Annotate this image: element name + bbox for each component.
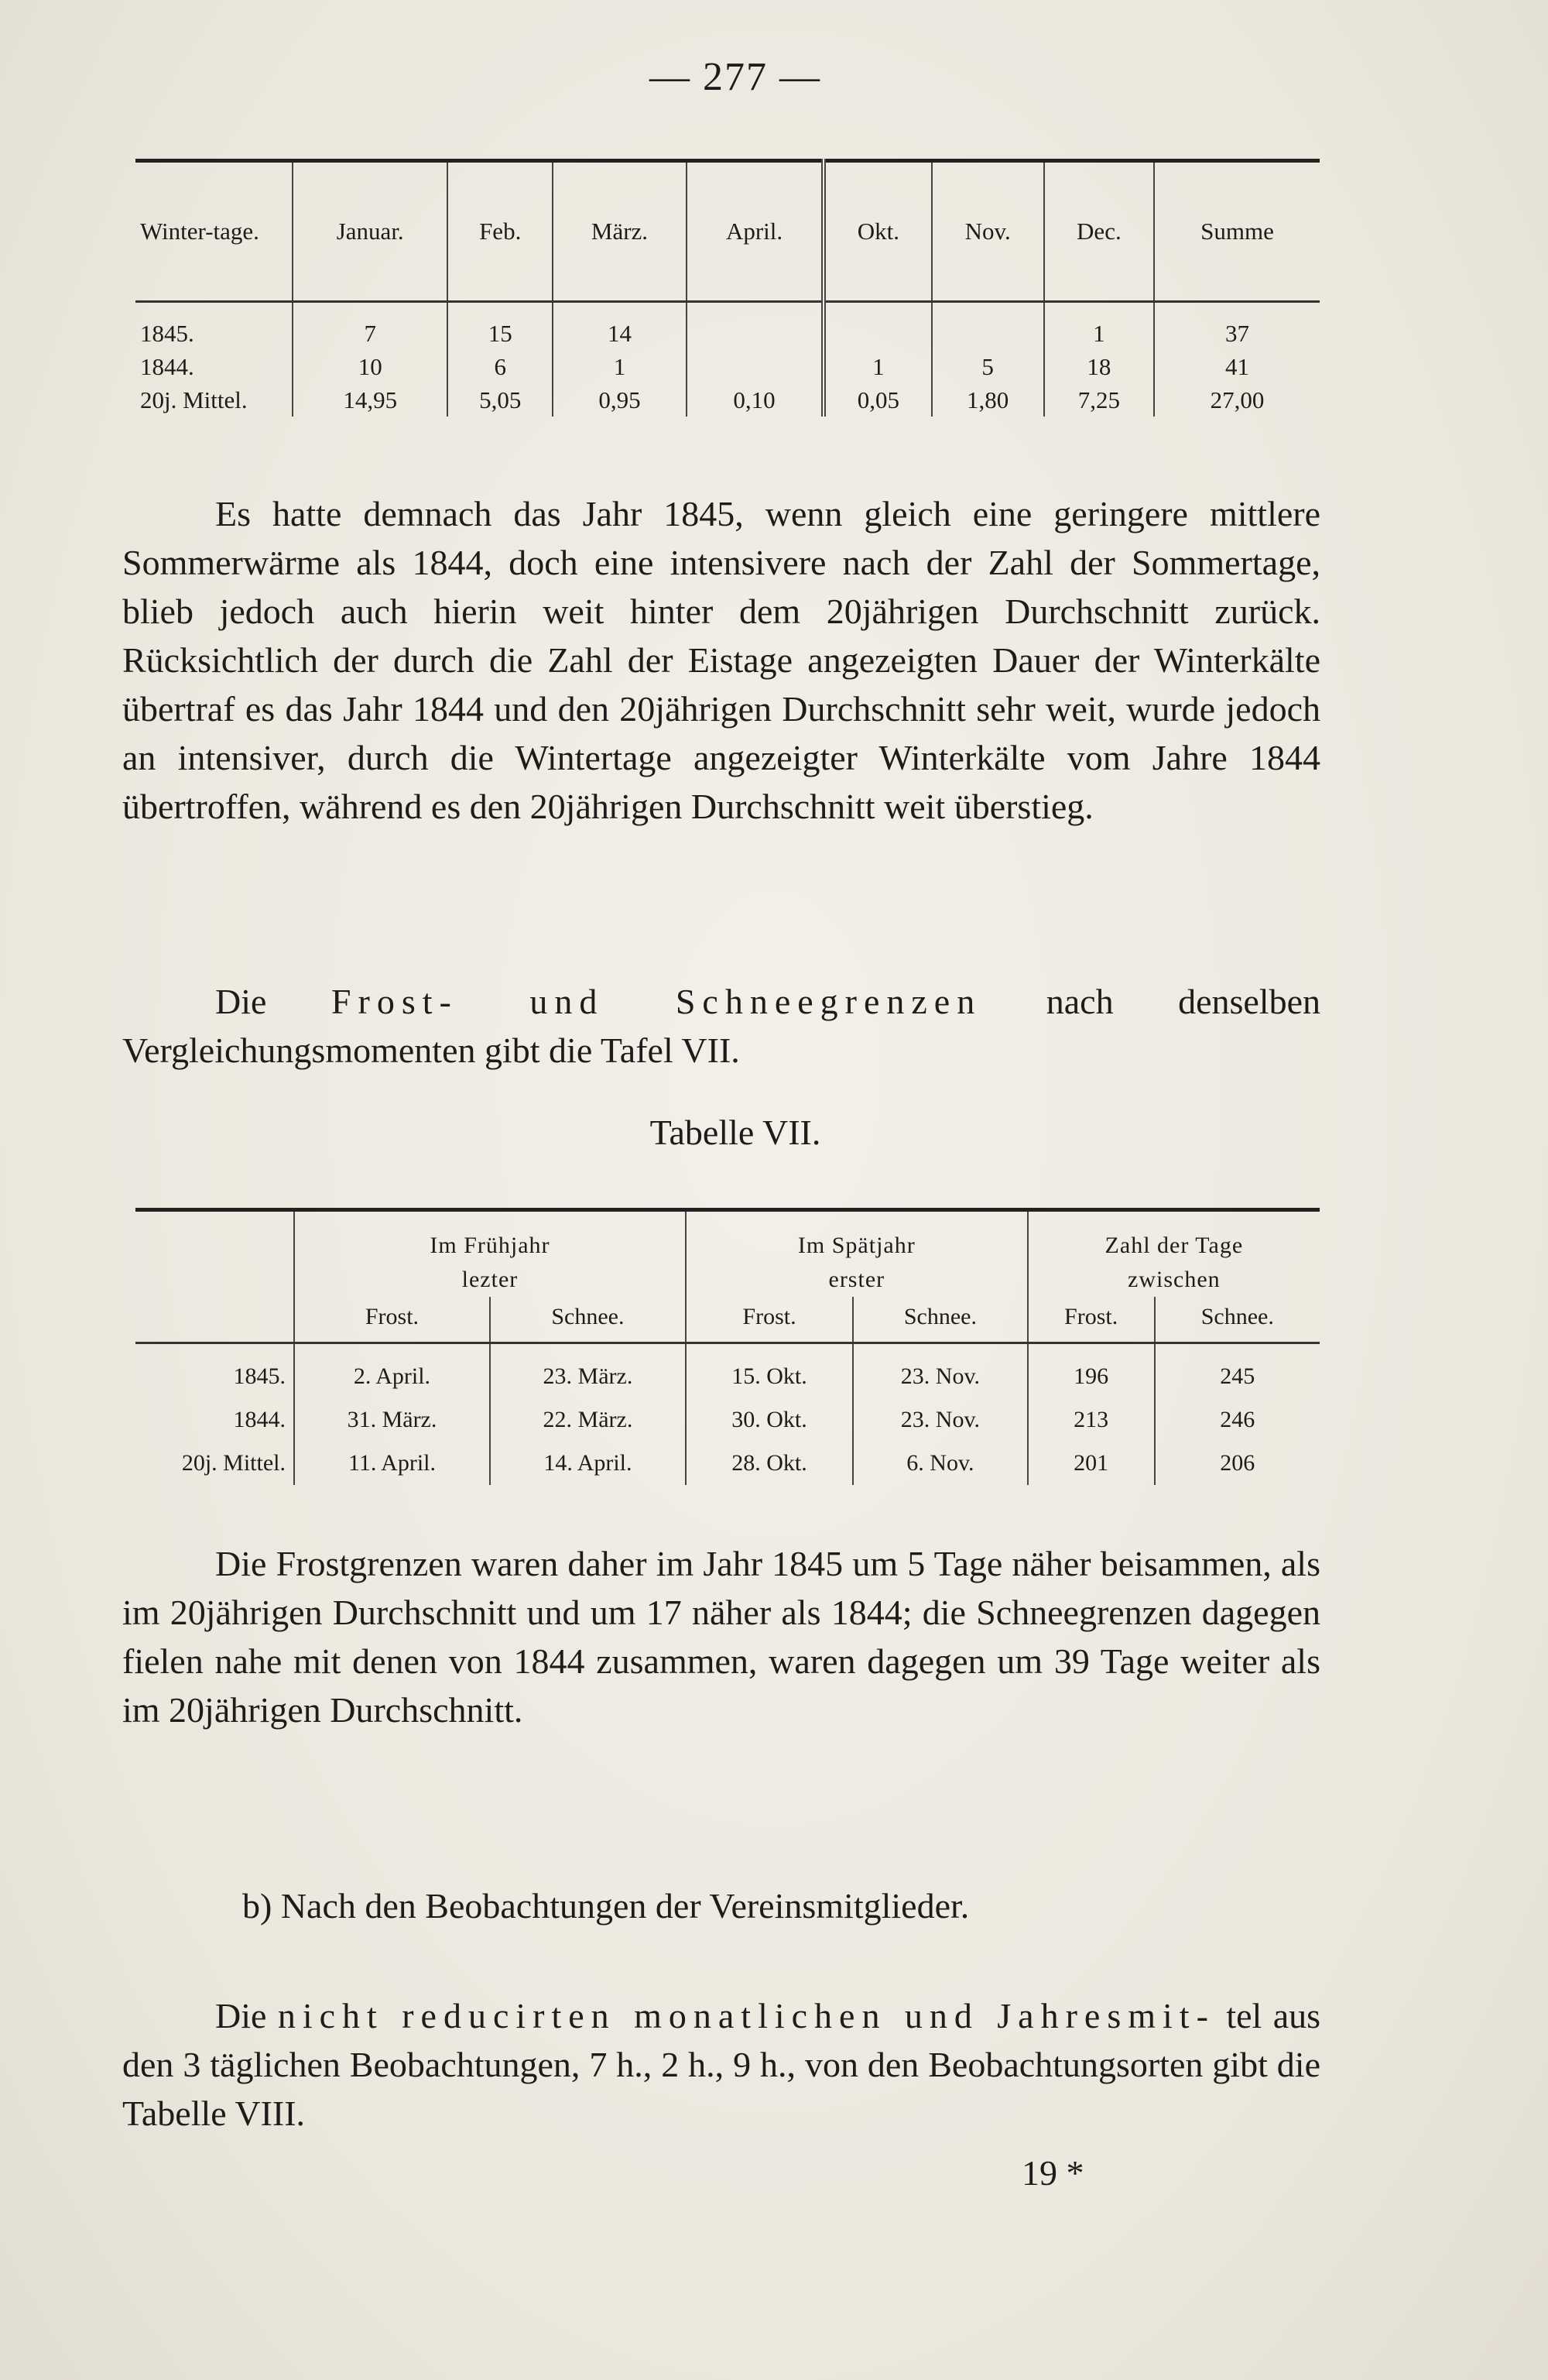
cell: 196 — [1028, 1343, 1155, 1399]
corner-cell — [135, 1263, 294, 1297]
cell: 1,80 — [932, 383, 1044, 417]
cell: 201 — [1028, 1442, 1155, 1485]
subheader-schnee: Schnee. — [853, 1297, 1028, 1343]
cell: 27,00 — [1154, 383, 1320, 417]
section-heading-text: b) Nach den Beobachtungen der Vereinsmitglieder. — [242, 1886, 970, 1926]
header-okt: Okt. — [824, 161, 931, 302]
cell: 18 — [1044, 350, 1154, 383]
group-subheader-days: zwischen — [1028, 1263, 1320, 1297]
cell: 28. Okt. — [686, 1442, 853, 1485]
cell: 5 — [932, 350, 1044, 383]
cell: 30. Okt. — [686, 1398, 853, 1442]
paragraph-2-pre: Die — [215, 982, 267, 1021]
row-label: 1845. — [233, 1363, 286, 1389]
cell: 31. März. — [294, 1398, 490, 1442]
table-row — [135, 1442, 1320, 1485]
page-number: — 277 — — [649, 55, 821, 99]
group-header-spring: Im Frühjahr — [294, 1210, 686, 1264]
cell: 15 — [447, 302, 553, 351]
subheader-frost: Frost. — [294, 1297, 490, 1343]
cell: 0,05 — [824, 383, 931, 417]
paragraph-4-spaced: nicht reducirten monatlichen und Jahresmit- — [277, 1996, 1215, 2035]
cell: 0,10 — [687, 383, 824, 417]
cell: 10 — [293, 350, 447, 383]
header-nov: Nov. — [932, 161, 1044, 302]
winter-days-table — [135, 159, 1320, 417]
table-row — [135, 1398, 1320, 1442]
sub-header-row — [135, 1297, 1320, 1343]
table-row — [135, 302, 1320, 351]
header-summe: Summe — [1154, 161, 1320, 302]
table-row — [135, 1343, 1320, 1399]
cell: 0,95 — [553, 383, 687, 417]
row-label: 20j. Mittel. — [181, 1450, 286, 1476]
header-januar: Januar. — [293, 161, 447, 302]
header-feb: Feb. — [447, 161, 553, 302]
row-label: 20j. Mittel. — [140, 386, 248, 413]
subheader-frost: Frost. — [1028, 1297, 1155, 1343]
cell: 6 — [447, 350, 553, 383]
paragraph-1 — [122, 489, 1320, 831]
cell: 11. April. — [294, 1442, 490, 1485]
cell — [824, 302, 931, 351]
subheader-frost: Frost. — [686, 1297, 853, 1343]
cell: 246 — [1155, 1398, 1320, 1442]
table-caption: Tabelle VII. — [649, 1113, 821, 1152]
cell: 23. Nov. — [853, 1343, 1028, 1399]
paragraph-2 — [122, 977, 1320, 1075]
cell: 14,95 — [293, 383, 447, 417]
table-row — [135, 350, 1320, 383]
cell — [687, 302, 824, 351]
cell: 2. April. — [294, 1343, 490, 1399]
row-label: 1845. — [140, 320, 194, 347]
group-header-autumn: Im Spätjahr — [686, 1210, 1028, 1264]
paragraph-2-spaced: Frost- und Schneegrenzen — [330, 982, 982, 1021]
cell: 1 — [553, 350, 687, 383]
header-dec: Dec. — [1044, 161, 1154, 302]
header-maerz: März. — [553, 161, 687, 302]
paragraph-4-pre: Die — [215, 1996, 267, 2035]
row-label: 1844. — [140, 353, 194, 380]
row-label: 1844. — [233, 1407, 286, 1432]
cell: 245 — [1155, 1343, 1320, 1399]
cell: 22. März. — [490, 1398, 686, 1442]
cell: 23. März. — [490, 1343, 686, 1399]
cell — [932, 302, 1044, 351]
cell: 213 — [1028, 1398, 1155, 1442]
cell: 41 — [1154, 350, 1320, 383]
subheader-schnee: Schnee. — [490, 1297, 686, 1343]
group-subheader-autumn: erster — [686, 1263, 1028, 1297]
corner-cell — [135, 1297, 294, 1343]
cell: 7 — [293, 302, 447, 351]
section-heading — [122, 1881, 1320, 1930]
cell: 1 — [1044, 302, 1154, 351]
cell: 6. Nov. — [853, 1442, 1028, 1485]
header-april: April. — [687, 161, 824, 302]
cell: 206 — [1155, 1442, 1320, 1485]
group-header-days: Zahl der Tage — [1028, 1210, 1320, 1264]
paragraph-1-text: Es hatte demnach das Jahr 1845, wenn gleich eine geringere mittlere Sommerwärme als 1844, doch eine intensivere nach der Zahl der Sommertage, blieb jedoch auch hierin weit hinter dem 20jährigen Durchschnitt zurück. Rücksichtlich der durch die Zahl der Eistage angezeigten Dauer der Winterkälte übertraf es das Jahr 1844 und den 20jährigen Durchschnitt sehr weit, wurde jedoch an intensiver, durch die Wintertage angezeigter Winterkälte vom Jahre 1844 übertroffen, während es den 20jährigen Durchschnitt weit überstieg. — [122, 494, 1320, 826]
corner-cell — [135, 1210, 294, 1264]
table-row — [135, 383, 1320, 417]
cell: 23. Nov. — [853, 1398, 1028, 1442]
group-header-row-1 — [135, 1210, 1320, 1264]
group-header-row-2 — [135, 1263, 1320, 1297]
paragraph-2-post: nach denselben Vergleichungsmomenten gibt die Tafel VII. — [122, 982, 1320, 1070]
cell: 14. April. — [490, 1442, 686, 1485]
paragraph-3 — [122, 1539, 1320, 1734]
header-wintertage: Winter-tage. — [135, 161, 293, 302]
frost-snow-table — [135, 1208, 1320, 1485]
cell: 14 — [553, 302, 687, 351]
cell: 5,05 — [447, 383, 553, 417]
cell — [687, 350, 824, 383]
paragraph-4 — [122, 1991, 1320, 2138]
table-header-row — [135, 161, 1320, 302]
subheader-schnee: Schnee. — [1155, 1297, 1320, 1343]
group-subheader-spring: lezter — [294, 1263, 686, 1297]
cell: 15. Okt. — [686, 1343, 853, 1399]
cell: 37 — [1154, 302, 1320, 351]
cell: 1 — [824, 350, 931, 383]
paragraph-4-post: tel aus den 3 täglichen Beobachtungen, 7 h., 2 h., 9 h., von den Beobachtungsorten gibt die Tabelle VIII. — [122, 1996, 1321, 2133]
signature-mark: 19 * — [1022, 2153, 1084, 2193]
paragraph-3-text: Die Frostgrenzen waren daher im Jahr 1845 um 5 Tage näher beisammen, als im 20jährigen Durchschnitt und um 17 näher als 1844; die Schneegrenzen dagegen fielen nahe mit denen von 1844 zusammen, waren dagegen um 39 Tage weiter als im 20jährigen Durchschnitt. — [122, 1544, 1320, 1730]
cell: 7,25 — [1044, 383, 1154, 417]
